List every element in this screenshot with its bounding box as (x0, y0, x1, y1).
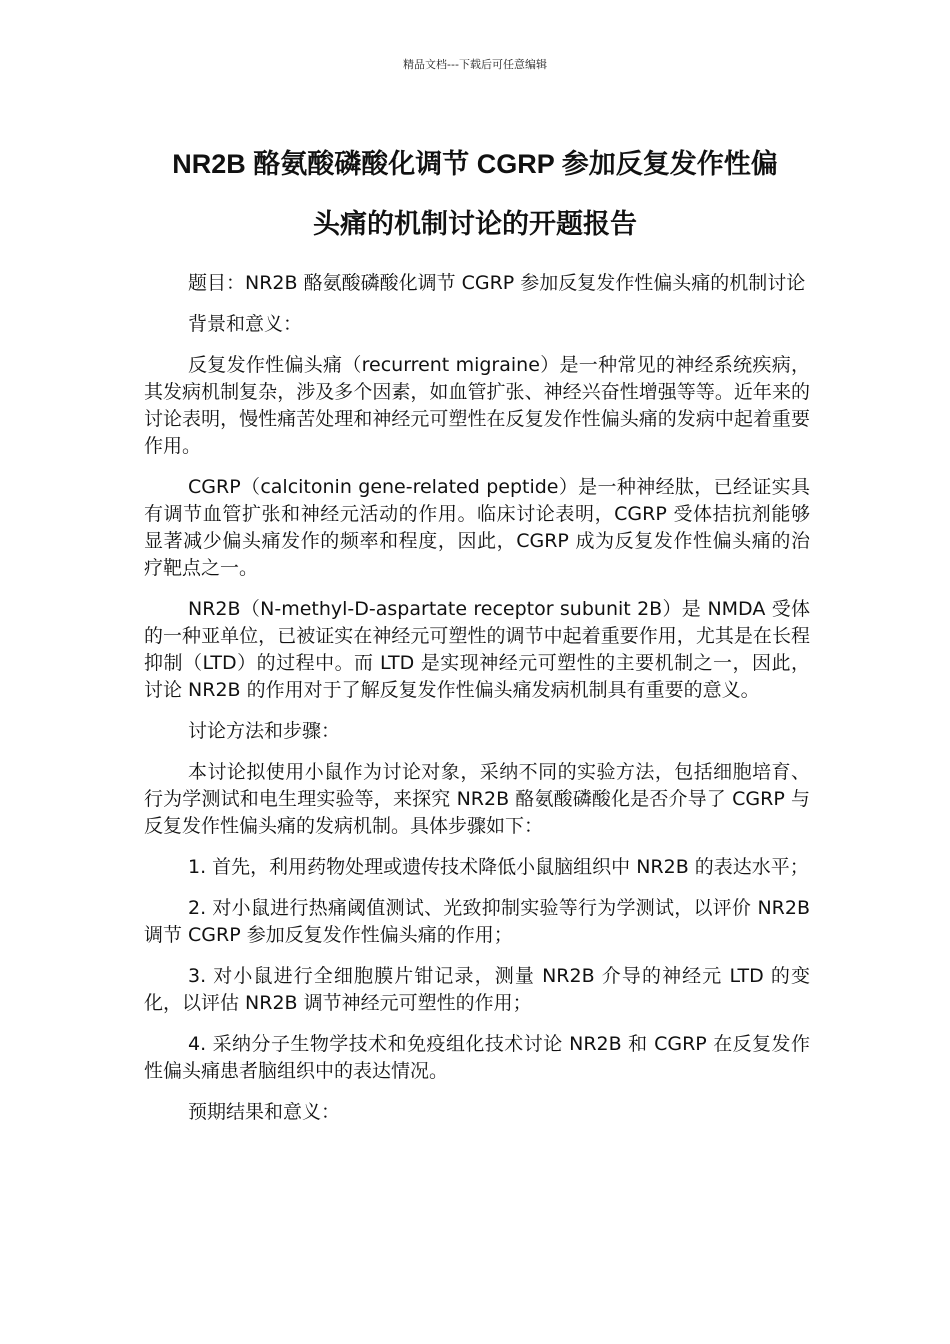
background-paragraph-3: NR2B（N-methyl-D-aspartate receptor subunit 2B）是 NMDA 受体的一种亚单位，已被证实在神经元可塑性的调节中起着重要作用，尤其是在长程抑制（LTD）的过程中。而 LTD 是实现神经元可塑性的主要机制之一，因此，讨论 NR2B 的作用对于了解反复发作性偏头痛发病机制具有重要的意义。 (144, 598, 810, 701)
methods-intro-paragraph: 本讨论拟使用小鼠作为讨论对象，采纳不同的实验方法，包括细胞培育、行为学测试和电生理实验等，来探究 NR2B 酪氨酸磷酸化是否介导了 CGRP 与反复发作性偏头痛的发病机制。具体步骤如下： (144, 761, 810, 837)
page-header-note: 精品文档---下载后可任意编辑 (403, 58, 547, 71)
background-paragraph-1: 反复发作性偏头痛（recurrent migraine）是一种常见的神经系统疾病，其发病机制复杂，涉及多个因素，如血管扩张、神经兴奋性增强等等。近年来的讨论表明，慢性痛苦处理和神经元可塑性在反复发作性偏头痛的发病中起着重要作用。 (144, 354, 810, 457)
results-heading: 预期结果和意义： (188, 1101, 341, 1123)
document-title-line-2: 头痛的机制讨论的开题报告 (313, 209, 637, 239)
document-title-line-1: NR2B 酪氨酸磷酸化调节 CGRP 参加反复发作性偏 (172, 149, 778, 179)
document-body (144, 270, 810, 1140)
document-title (100, 134, 850, 254)
method-step-2: 2. 对小鼠进行热痛阈值测试、光致抑制实验等行为学测试，以评价 NR2B 调节 CGRP 参加反复发作性偏头痛的作用； (144, 897, 810, 946)
method-step-3: 3. 对小鼠进行全细胞膜片钳记录，测量 NR2B 介导的神经元 LTD 的变化，以评估 NR2B 调节神经元可塑性的作用； (144, 965, 810, 1014)
methods-heading: 讨论方法和步骤： (188, 720, 341, 742)
method-step-1: 1. 首先，利用药物处理或遗传技术降低小鼠脑组织中 NR2B 的表达水平； (188, 856, 809, 878)
background-paragraph-2: CGRP（calcitonin gene-related peptide）是一种神经肽，已经证实具有调节血管扩张和神经元活动的作用。临床讨论表明，CGRP 受体拮抗剂能够显著减少偏头痛发作的频率和程度，因此，CGRP 成为反复发作性偏头痛的治疗靶点之一。 (144, 476, 810, 579)
background-heading: 背景和意义： (188, 313, 303, 335)
method-step-4: 4. 采纳分子生物学技术和免疫组化技术讨论 NR2B 和 CGRP 在反复发作性偏头痛患者脑组织中的表达情况。 (144, 1033, 810, 1082)
topic-paragraph: 题目：NR2B 酪氨酸磷酸化调节 CGRP 参加反复发作性偏头痛的机制讨论 (188, 272, 806, 294)
